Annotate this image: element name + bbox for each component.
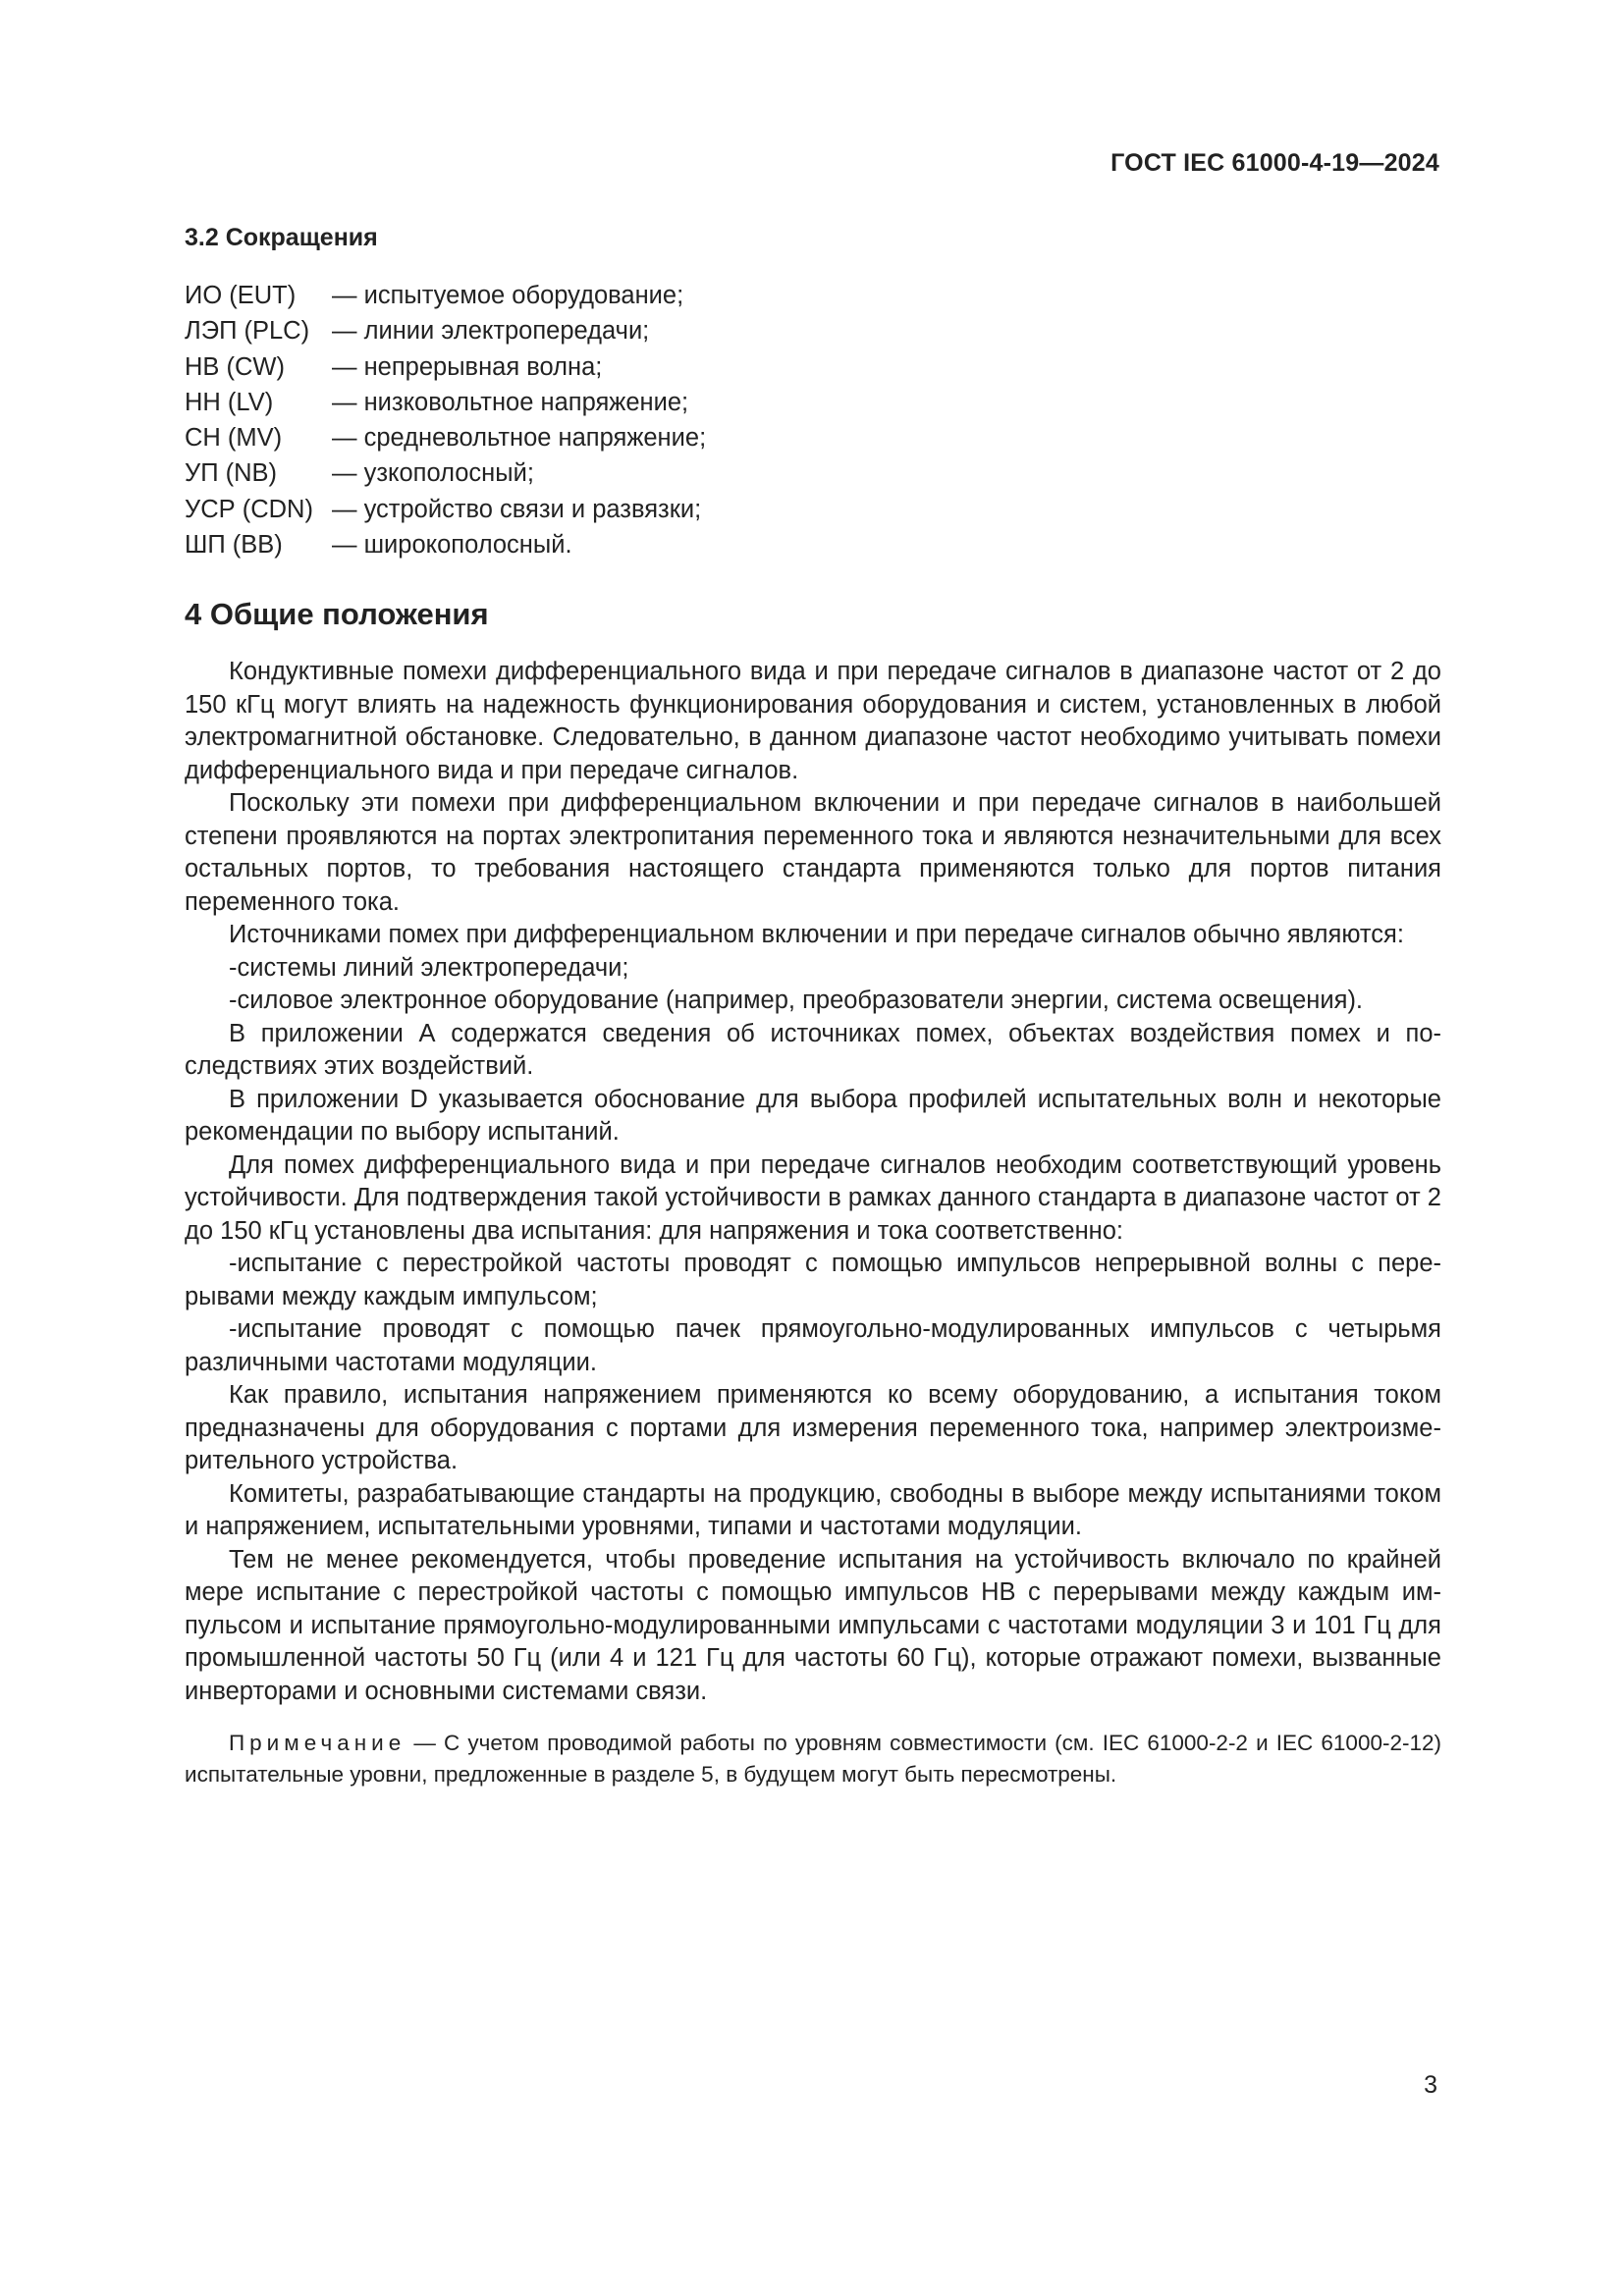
note	[185, 1728, 1441, 1790]
list-item-text: испытание проводят с помощью пачек прямоугольно-модулированных импульсов с четырьмя различными частотами модуляции.	[185, 1315, 1441, 1376]
paragraph: Поскольку эти помехи при дифференциальном включении и при передаче сигналов в наибольшей степени проявляются на портах электропитания переменного тока и являются незначительными для всех остальных портов, то требования настоящего стандарта применяются только для портов питания переменного тока.	[185, 789, 1441, 916]
abbreviation-row	[185, 385, 1441, 420]
abbreviation-term: НН (LV)	[185, 388, 274, 416]
paragraph: Тем не менее рекомендуется, чтобы проведение испытания на устойчивость включало по крайней мере испытание с перестройкой частоты с помощью импульсов НВ с перерывами между каждым импульсом и испытание прямоугольно-модулированными импульсами с частотами модуляции 3 и 101 Гц для промышленной частоты 50 Гц (или 4 и 121 Гц для частоты 60 Гц), которые отражают помехи, вызванные инверторами и основными системами связи.	[185, 1545, 1441, 1705]
abbreviation-term: УП (NB)	[185, 459, 278, 488]
list-item-text: испытание с перестройкой частоты проводят с помощью импульсов непрерывной волны с перерывами между каждым импульсом;	[185, 1250, 1441, 1310]
list-item-text: системы линий электропередачи;	[237, 953, 629, 982]
abbreviation-term: УСР (CDN)	[185, 495, 313, 523]
abbreviation-term: СН (MV)	[185, 424, 283, 453]
page-content	[185, 224, 1441, 1790]
note-label: Примечание	[229, 1731, 406, 1756]
paragraph: Кондуктивные помехи дифференциального вида и при передаче сигналов в диапазоне частот от 2 до 150 кГц могут влиять на надежность функционирования оборудования и систем, установленных в любой электромагнитной обстановке. Следовательно, в данном диапазоне частот необходимо учитывать помехи дифференциального вида и при передаче сигналов.	[185, 658, 1441, 784]
paragraph: Комитеты, разрабатывающие стандарты на продукцию, свободны в выборе между испытаниями током и напряжением, испытательными уровнями, типами и частотами модуляции.	[185, 1479, 1441, 1541]
paragraph: Для помех дифференциального вида и при передаче сигналов необходим соответствующий уровень устойчивости. Для подтверждения такой устойчивости в рамках данного стандарта в диапазоне частот от 2 до 150 кГц установлены два испытания: для напряжения и тока соответственно:	[185, 1150, 1441, 1245]
abbreviation-definition: — узкополосный;	[332, 459, 534, 488]
paragraph: Как правило, испытания напряжением применяются ко всему оборудованию, а испытания током предназначены для оборудования с портами для измерения переменного тока, например электроизмерительного устройства.	[185, 1381, 1441, 1475]
abbreviation-row	[185, 420, 1441, 455]
paragraph: Источниками помех при дифференциальном включении и при передаче сигналов обычно являются:	[229, 921, 1404, 949]
subsection-title: 3.2 Сокращения	[185, 224, 378, 251]
list-dash: -	[229, 1315, 238, 1344]
paragraph: В приложении А содержатся сведения об источниках помех, объектах воздействия помех и последствиях этих воздействий.	[185, 1019, 1441, 1081]
abbreviation-term: ШП (BB)	[185, 531, 283, 560]
abbreviation-row	[185, 278, 1441, 313]
abbreviation-definition: — широкополосный.	[332, 531, 572, 560]
abbreviation-list	[185, 278, 1441, 562]
page-header: ГОСТ IEC 61000-4-19—2024	[1110, 149, 1439, 177]
abbreviation-definition: — низковольтное напряжение;	[332, 388, 689, 416]
list-dash: -	[229, 987, 238, 1015]
list-item	[185, 952, 1441, 986]
abbreviation-definition: — линии электропередачи;	[332, 317, 650, 346]
note-text: — С учетом проводимой работы по уровням совместимости (см. IEC 61000-2-2 и IEC 61000-2-12) испытательные уровни, предложенные в разделе 5, в будущем могут быть пересмотрены.	[185, 1731, 1441, 1788]
list-dash: -	[229, 1250, 238, 1278]
abbreviation-term: ИО (EUT)	[185, 282, 297, 309]
abbreviation-row	[185, 492, 1441, 527]
section-title: 4 Общие положения	[185, 597, 489, 632]
abbreviation-definition: — непрерывная волна;	[332, 352, 603, 381]
paragraph: В приложении D указывается обоснование для выбора профилей испытательных волн и некоторые рекомендации по выбору испытаний.	[185, 1085, 1441, 1147]
list-item	[185, 985, 1441, 1018]
abbreviation-definition: — испытуемое оборудование;	[332, 282, 684, 309]
abbreviation-term: НВ (CW)	[185, 352, 285, 381]
abbreviation-row	[185, 527, 1441, 562]
abbreviation-definition: — устройство связи и развязки;	[332, 495, 702, 523]
abbreviation-row	[185, 313, 1441, 348]
abbreviation-row	[185, 455, 1441, 491]
list-item	[185, 1313, 1441, 1379]
list-dash: -	[229, 953, 238, 982]
abbreviation-term: ЛЭП (PLC)	[185, 317, 310, 346]
page-number: 3	[1424, 2071, 1437, 2099]
abbreviation-row	[185, 349, 1441, 385]
list-item-text: силовое электронное оборудование (например, преобразователи энергии, система освещения).	[237, 987, 1364, 1015]
list-item	[185, 1248, 1441, 1313]
abbreviation-definition: — средневольтное напряжение;	[332, 424, 707, 453]
section-body	[185, 656, 1441, 1708]
